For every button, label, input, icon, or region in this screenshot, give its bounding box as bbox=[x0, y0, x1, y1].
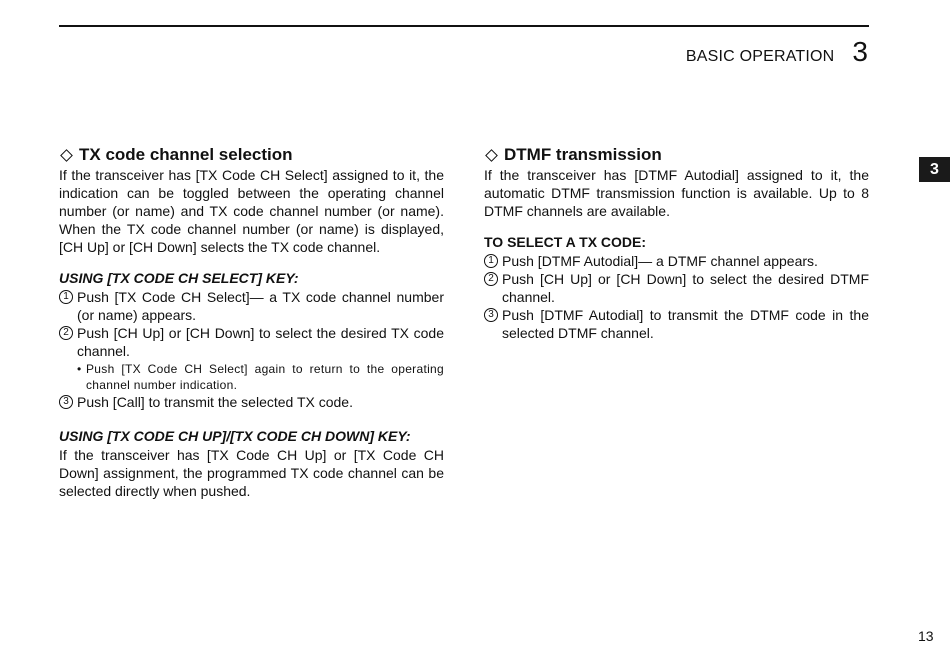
chapter-title: BASIC OPERATION bbox=[685, 48, 835, 65]
section-heading-text: TX code channel selection bbox=[79, 145, 293, 164]
subheading-select-tx-code: TO SELECT A TX CODE: bbox=[484, 234, 647, 250]
section-heading-text: DTMF transmission bbox=[504, 145, 662, 164]
step-text: Push [CH Up] or [CH Down] to select the desired TX code channel. bbox=[77, 325, 444, 359]
right-column bbox=[484, 145, 869, 342]
circled-number-icon: 3 bbox=[59, 395, 73, 409]
step-text: Push [DTMF Autodial]— a DTMF channel appears. bbox=[502, 253, 818, 269]
circled-number-icon: 2 bbox=[59, 326, 73, 340]
tx-code-intro: If the transceiver has [TX Code CH Select] assigned to it, the indication can be toggled between the operating channel number (or name) and TX code channel number (or name). When the TX code channel number (or name) is displayed, [CH Up] or [CH Down] selects the TX code channel. bbox=[59, 167, 444, 255]
step-3 bbox=[484, 306, 869, 342]
subheading-up-down-key: USING [TX CODE CH UP]/[TX CODE CH DOWN] KEY: bbox=[59, 428, 411, 444]
step-text: Push [DTMF Autodial] to transmit the DTMF code in the selected DTMF channel. bbox=[502, 307, 869, 341]
step-note bbox=[59, 361, 444, 393]
step-2 bbox=[59, 324, 444, 360]
step-text: Push [CH Up] or [CH Down] to select the desired DTMF channel. bbox=[502, 271, 869, 305]
note-text: Push [TX Code CH Select] again to return to the operating channel number indication. bbox=[86, 362, 444, 392]
up-down-key-text: If the transceiver has [TX Code CH Up] or [TX Code CH Down] assignment, the programmed TX code channel can be selected directly when pushed. bbox=[59, 447, 444, 499]
chapter-number: 3 bbox=[852, 36, 868, 67]
diamond-icon bbox=[485, 149, 498, 162]
page-number: 13 bbox=[918, 628, 934, 644]
bullet-icon: • bbox=[77, 362, 82, 376]
step-3 bbox=[59, 393, 444, 411]
diamond-icon bbox=[60, 149, 73, 162]
section-heading-tx-code bbox=[59, 145, 444, 165]
step-1 bbox=[484, 252, 869, 270]
step-text: Push [Call] to transmit the selected TX code. bbox=[77, 394, 353, 410]
step-text: Push [TX Code CH Select]— a TX code channel number (or name) appears. bbox=[77, 289, 444, 323]
section-heading-dtmf bbox=[484, 145, 869, 165]
circled-number-icon: 1 bbox=[484, 254, 498, 268]
circled-number-icon: 3 bbox=[484, 308, 498, 322]
circled-number-icon: 2 bbox=[484, 272, 498, 286]
dtmf-intro: If the transceiver has [DTMF Autodial] assigned to it, the automatic DTMF transmission function is available. Up to 8 DTMF channels are available. bbox=[484, 167, 869, 219]
circled-number-icon: 1 bbox=[59, 290, 73, 304]
header-rule bbox=[59, 25, 869, 27]
step-2 bbox=[484, 270, 869, 306]
chapter-side-tab: 3 bbox=[919, 157, 950, 182]
subheading-select-key: USING [TX CODE CH SELECT] KEY: bbox=[59, 270, 299, 286]
step-1 bbox=[59, 288, 444, 324]
left-column bbox=[59, 145, 444, 500]
chapter-header bbox=[686, 38, 868, 66]
